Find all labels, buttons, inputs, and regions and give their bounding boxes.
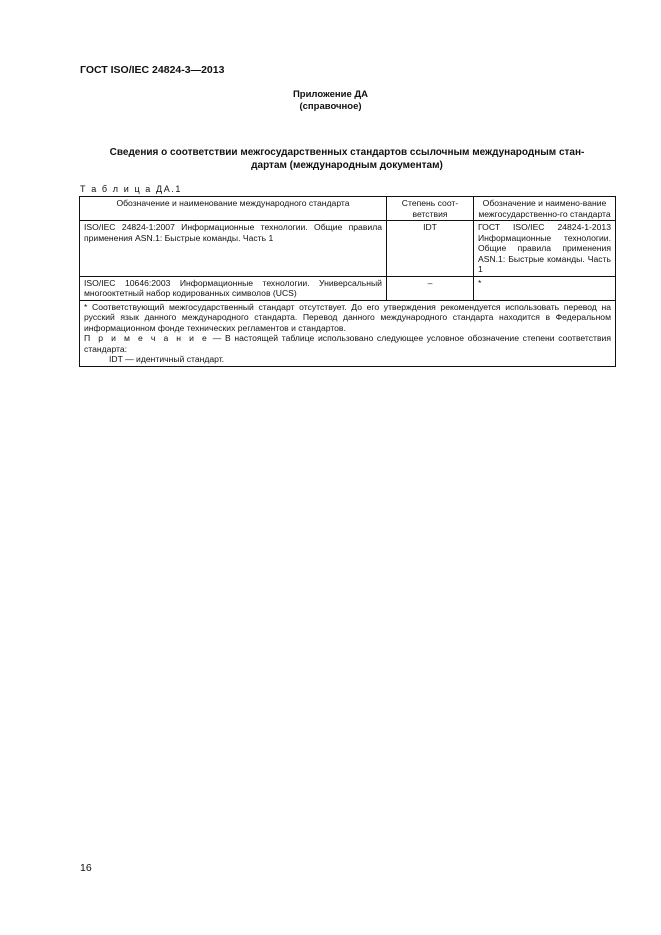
section-title-line-2: дартам (международным документам) (251, 160, 443, 171)
note-label: П р и м е ч а н и е (84, 333, 210, 343)
table-header-row (80, 197, 616, 221)
document-code-header: ГОСТ ISO/IEC 24824-3—2013 (80, 64, 225, 76)
table-caption: Т а б л и ц а ДА.1 (80, 184, 183, 194)
correspondence-table (79, 196, 616, 367)
page-number: 16 (80, 862, 92, 874)
table-row (80, 276, 616, 300)
cell-degree: – (387, 276, 474, 300)
cell-interstate-standard: ГОСТ ISO/IEC 24824-1-2013 Информационные технологии. Общие правила применения ASN.1: Быстрые команды. Часть 1 (474, 221, 616, 277)
header-interstate-standard: Обозначение и наимено-вание межгосударственно-го стандарта (474, 197, 616, 221)
cell-interstate-standard: * (474, 276, 616, 300)
header-degree: Степень соот-ветствия (387, 197, 474, 221)
cell-international-standard: ISO/IEC 24824-1:2007 Информационные технологии. Общие правила применения ASN.1: Быстрые команды. Часть 1 (80, 221, 387, 277)
cell-international-standard: ISO/IEC 10646:2003 Информационные технологии. Универсальный многооктетный набор кодированных символов (UCS) (80, 276, 387, 300)
table-footnote-row (80, 300, 616, 366)
note-paragraph (84, 333, 611, 354)
section-title-line-1: Сведения о соответствии межгосударственных стандартов ссылочным международным стан- (109, 147, 585, 158)
footnote-text: * Соответствующий межгосударственный стандарт отсутствует. До его утверждения рекомендуется использовать перевод на русский язык данного международного стандарта. Перевод данного международного стандарта находится в Федеральном информационном фонде технических регламентов и стандартов. (84, 301, 611, 333)
section-title (79, 146, 615, 172)
cell-degree: IDT (387, 221, 474, 277)
note-text: — В настоящей таблице использовано следующее условное обозначение степени соответствия стандарта: (84, 333, 611, 354)
table-row (80, 221, 616, 277)
appendix-title: Приложение ДА (292, 89, 369, 100)
header-international-standard: Обозначение и наименование международного стандарта (80, 197, 387, 221)
note-item: IDT — идентичный стандарт. (109, 354, 225, 364)
appendix-subtitle: (справочное) (299, 101, 362, 112)
footnote-cell (80, 300, 616, 366)
appendix-heading (0, 89, 661, 113)
